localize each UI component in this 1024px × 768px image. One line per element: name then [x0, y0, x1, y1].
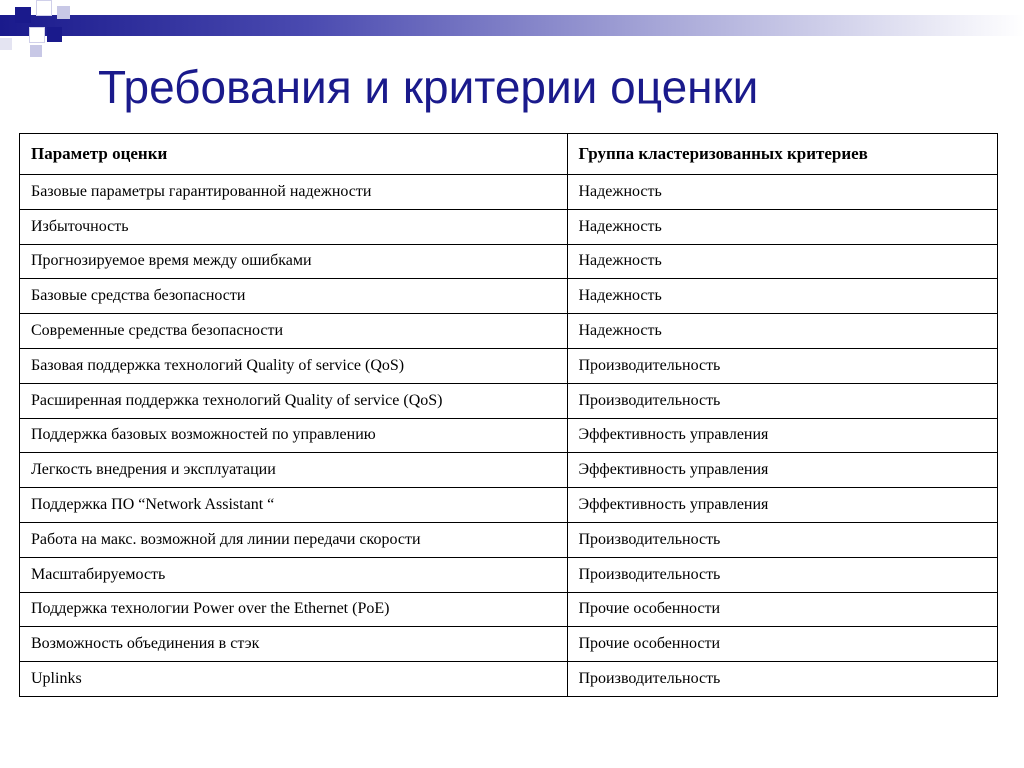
- table-row: [20, 314, 998, 349]
- table-row: [20, 244, 998, 279]
- decorative-square: [47, 27, 62, 42]
- parameter-cell: Современные средства безопасности: [20, 314, 568, 349]
- table-row: [20, 627, 998, 662]
- group-cell: Надежность: [567, 244, 998, 279]
- group-cell: Надежность: [567, 209, 998, 244]
- parameter-cell: Базовая поддержка технологий Quality of service (QoS): [20, 348, 568, 383]
- parameter-cell: Легкость внедрения и эксплуатации: [20, 453, 568, 488]
- parameter-cell: Поддержка базовых возможностей по управлению: [20, 418, 568, 453]
- parameter-cell: Возможность объединения в стэк: [20, 627, 568, 662]
- group-cell: Надежность: [567, 314, 998, 349]
- table-row: [20, 557, 998, 592]
- decorative-square: [29, 27, 45, 43]
- decorative-square: [36, 0, 52, 16]
- group-cell: Надежность: [567, 175, 998, 210]
- table-row: [20, 488, 998, 523]
- table-header-row: [20, 134, 998, 175]
- header-group: Группа кластеризованных критериев: [567, 134, 998, 175]
- parameter-cell: Избыточность: [20, 209, 568, 244]
- table-row: [20, 279, 998, 314]
- group-cell: Прочие особенности: [567, 592, 998, 627]
- table-row: [20, 522, 998, 557]
- table-row: [20, 348, 998, 383]
- parameter-cell: Базовые параметры гарантированной надежности: [20, 175, 568, 210]
- table-row: [20, 662, 998, 697]
- parameter-cell: Базовые средства безопасности: [20, 279, 568, 314]
- decorative-square: [15, 7, 31, 23]
- parameter-cell: Масштабируемость: [20, 557, 568, 592]
- parameter-cell: Работа на макс. возможной для линии передачи скорости: [20, 522, 568, 557]
- header-gradient-bar: [0, 15, 1024, 36]
- table-row: [20, 592, 998, 627]
- group-cell: Эффективность управления: [567, 418, 998, 453]
- table-row: [20, 209, 998, 244]
- parameter-cell: Расширенная поддержка технологий Quality of service (QoS): [20, 383, 568, 418]
- table-row: [20, 175, 998, 210]
- table-row: [20, 418, 998, 453]
- table-row: [20, 383, 998, 418]
- decorative-square: [30, 45, 42, 57]
- group-cell: Надежность: [567, 279, 998, 314]
- decorative-square: [57, 6, 70, 19]
- group-cell: Прочие особенности: [567, 627, 998, 662]
- group-cell: Производительность: [567, 348, 998, 383]
- parameter-cell: Прогнозируемое время между ошибками: [20, 244, 568, 279]
- group-cell: Эффективность управления: [567, 488, 998, 523]
- decorative-square: [0, 38, 12, 50]
- header-parameter: Параметр оценки: [20, 134, 568, 175]
- group-cell: Производительность: [567, 383, 998, 418]
- table-row: [20, 453, 998, 488]
- group-cell: Производительность: [567, 557, 998, 592]
- parameter-cell: Поддержка технологии Power over the Ethernet (PoE): [20, 592, 568, 627]
- slide-title: Требования и критерии оценки: [98, 61, 759, 113]
- criteria-table: [19, 133, 998, 697]
- parameter-cell: Поддержка ПО “Network Assistant “: [20, 488, 568, 523]
- parameter-cell: Uplinks: [20, 662, 568, 697]
- group-cell: Эффективность управления: [567, 453, 998, 488]
- group-cell: Производительность: [567, 662, 998, 697]
- group-cell: Производительность: [567, 522, 998, 557]
